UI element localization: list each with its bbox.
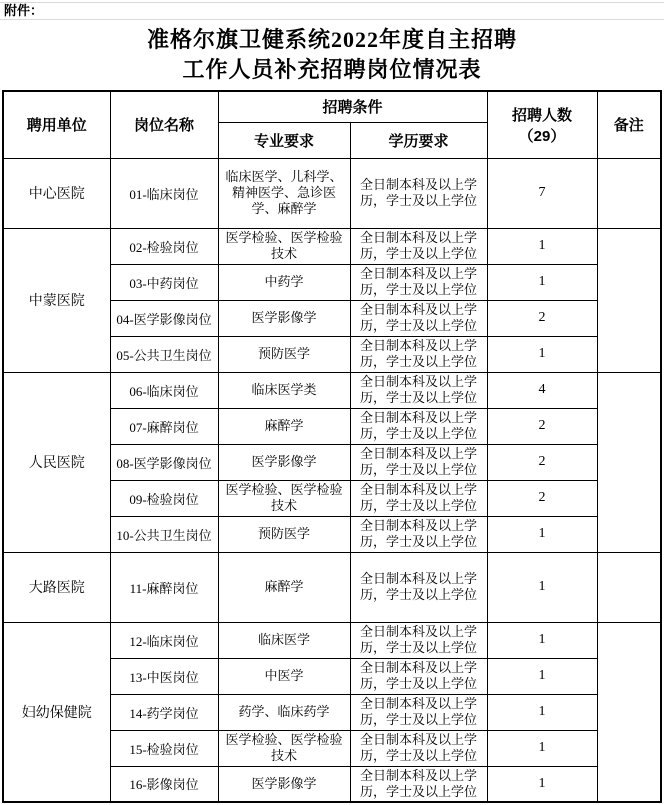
document-title-line1: 准格尔旗卫健系统2022年度自主招聘	[146, 27, 517, 52]
position-cell: 09-检验岗位	[110, 480, 218, 516]
employer-cell: 大路医院	[3, 552, 110, 622]
education-cell: 全日制本科及以上学历，学士及以上学位	[350, 516, 487, 552]
count-cell: 4	[487, 372, 597, 408]
attachment-label: 附件：	[0, 2, 664, 20]
count-cell: 1	[487, 658, 597, 694]
position-cell: 16-影像岗位	[110, 766, 218, 802]
education-cell: 全日制本科及以上学历，学士及以上学位	[350, 228, 487, 264]
count-cell: 2	[487, 300, 597, 336]
major-cell: 临床医学	[218, 622, 350, 658]
education-cell: 全日制本科及以上学历，学士及以上学位	[350, 622, 487, 658]
major-cell: 医学影像学	[218, 766, 350, 802]
count-cell: 7	[487, 158, 597, 228]
major-cell: 中医学	[218, 658, 350, 694]
header-headcount-line2: （29）	[518, 127, 566, 145]
table-header	[3, 91, 661, 158]
education-cell: 全日制本科及以上学历，学士及以上学位	[350, 480, 487, 516]
header-headcount	[487, 91, 597, 158]
remark-cell	[597, 622, 661, 802]
table-row	[3, 158, 661, 228]
table-row	[3, 622, 661, 658]
table-row	[3, 228, 661, 264]
employer-cell: 妇幼保健院	[3, 622, 110, 802]
header-position: 岗位名称	[110, 91, 218, 158]
major-cell: 临床医学、儿科学、精神医学、急诊医学、麻醉学	[218, 158, 350, 228]
count-cell: 1	[487, 622, 597, 658]
education-cell: 全日制本科及以上学历，学士及以上学位	[350, 658, 487, 694]
table-row	[3, 372, 661, 408]
employer-cell: 中蒙医院	[3, 228, 110, 372]
position-cell: 14-药学岗位	[110, 694, 218, 730]
major-cell: 医学影像学	[218, 444, 350, 480]
header-education: 学历要求	[350, 122, 487, 158]
position-cell: 15-检验岗位	[110, 730, 218, 766]
education-cell: 全日制本科及以上学历，学士及以上学位	[350, 158, 487, 228]
position-cell: 03-中药岗位	[110, 264, 218, 300]
major-cell: 临床医学类	[218, 372, 350, 408]
education-cell: 全日制本科及以上学历，学士及以上学位	[350, 730, 487, 766]
count-cell: 1	[487, 336, 597, 372]
count-cell: 1	[487, 516, 597, 552]
count-cell: 1	[487, 694, 597, 730]
position-cell: 07-麻醉岗位	[110, 408, 218, 444]
major-cell: 药学、临床药学	[218, 694, 350, 730]
remark-cell	[597, 158, 661, 228]
count-cell: 1	[487, 730, 597, 766]
header-major: 专业要求	[218, 122, 350, 158]
document-title	[0, 20, 664, 90]
position-cell: 08-医学影像岗位	[110, 444, 218, 480]
major-cell: 中药学	[218, 264, 350, 300]
header-remarks: 备注	[597, 91, 661, 158]
position-cell: 10-公共卫生岗位	[110, 516, 218, 552]
major-cell: 医学检验、医学检验技术	[218, 228, 350, 264]
education-cell: 全日制本科及以上学历，学士及以上学位	[350, 264, 487, 300]
count-cell: 1	[487, 552, 597, 622]
major-cell: 预防医学	[218, 336, 350, 372]
major-cell: 麻醉学	[218, 408, 350, 444]
count-cell: 2	[487, 408, 597, 444]
header-conditions: 招聘条件	[218, 91, 487, 122]
count-cell: 1	[487, 228, 597, 264]
position-cell: 11-麻醉岗位	[110, 552, 218, 622]
major-cell: 预防医学	[218, 516, 350, 552]
position-cell: 05-公共卫生岗位	[110, 336, 218, 372]
position-cell: 04-医学影像岗位	[110, 300, 218, 336]
education-cell: 全日制本科及以上学历，学士及以上学位	[350, 766, 487, 802]
position-cell: 06-临床岗位	[110, 372, 218, 408]
count-cell: 1	[487, 264, 597, 300]
position-cell: 01-临床岗位	[110, 158, 218, 228]
education-cell: 全日制本科及以上学历，学士及以上学位	[350, 372, 487, 408]
table-body	[3, 158, 661, 802]
header-row-1	[3, 91, 661, 122]
major-cell: 医学影像学	[218, 300, 350, 336]
education-cell: 全日制本科及以上学历，学士及以上学位	[350, 694, 487, 730]
employer-cell: 中心医院	[3, 158, 110, 228]
position-cell: 12-临床岗位	[110, 622, 218, 658]
major-cell: 麻醉学	[218, 552, 350, 622]
education-cell: 全日制本科及以上学历，学士及以上学位	[350, 444, 487, 480]
position-cell: 13-中医岗位	[110, 658, 218, 694]
education-cell: 全日制本科及以上学历，学士及以上学位	[350, 336, 487, 372]
remark-cell	[597, 372, 661, 552]
count-cell: 2	[487, 444, 597, 480]
header-employer: 聘用单位	[3, 91, 110, 158]
education-cell: 全日制本科及以上学历，学士及以上学位	[350, 408, 487, 444]
recruitment-table	[2, 90, 662, 803]
employer-cell: 人民医院	[3, 372, 110, 552]
document-title-line2: 工作人员补充招聘岗位情况表	[182, 57, 482, 82]
position-cell: 02-检验岗位	[110, 228, 218, 264]
major-cell: 医学检验、医学检验技术	[218, 730, 350, 766]
remark-cell	[597, 552, 661, 622]
count-cell: 2	[487, 480, 597, 516]
major-cell: 医学检验、医学检验技术	[218, 480, 350, 516]
table-row	[3, 552, 661, 622]
education-cell: 全日制本科及以上学历，学士及以上学位	[350, 300, 487, 336]
education-cell: 全日制本科及以上学历，学士及以上学位	[350, 552, 487, 622]
remark-cell	[597, 228, 661, 372]
header-headcount-line1: 招聘人数	[512, 106, 573, 124]
count-cell: 1	[487, 766, 597, 802]
